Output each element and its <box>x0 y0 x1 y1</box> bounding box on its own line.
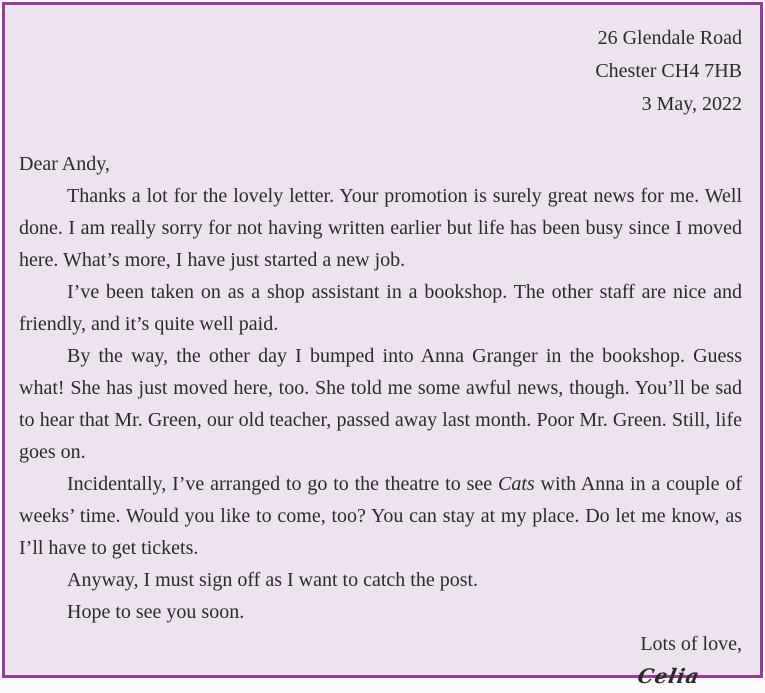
address-line-city: Chester CH4 7HB <box>595 60 742 82</box>
paragraph-theatre-before-title: Incidentally, I’ve arranged to go to the theatre to see <box>67 473 498 495</box>
play-title: Cats <box>497 473 535 495</box>
paragraph-sign-off: Anyway, I must sign off as I want to catch the post. <box>67 569 479 591</box>
sender-address-block <box>19 17 742 121</box>
salutation: Dear Andy, <box>19 153 110 175</box>
signature: Celia <box>636 664 703 688</box>
paragraph-anna-granger: By the way, the other day I bumped into Anna Granger in the bookshop. Guess what! She has just moved here, too. She told me some awful news, though. You’ll be sad to hear that Mr. Green, our old teacher, passed away last month. Poor Mr. Green. Still, life goes on. <box>19 345 742 463</box>
paragraph-theatre-after-title: with Anna in a couple of weeks’ time. Would you like to come, too? You can stay at my place. Do let me know, as I’ll have to get tickets. <box>19 473 742 559</box>
letter-content <box>5 5 760 693</box>
paragraph-hope: Hope to see you soon. <box>67 601 245 623</box>
paragraph-theatre <box>19 468 742 564</box>
paragraph-new-job: I’ve been taken on as a shop assistant in a bookshop. The other staff are nice and friendly, and it’s quite well paid. <box>19 281 742 335</box>
signature-line <box>19 660 742 693</box>
paragraph-thanks: Thanks a lot for the lovely letter. Your promotion is surely great news for me. Well done. I am really sorry for not having written earlier but life has been busy since I moved here. What’s more, I have just started a new job. <box>19 185 742 271</box>
address-line-street: 26 Glendale Road <box>597 27 742 49</box>
closing-line: Lots of love, <box>640 633 742 655</box>
letter-frame <box>2 2 763 688</box>
date-line: 3 May, 2022 <box>641 93 742 115</box>
